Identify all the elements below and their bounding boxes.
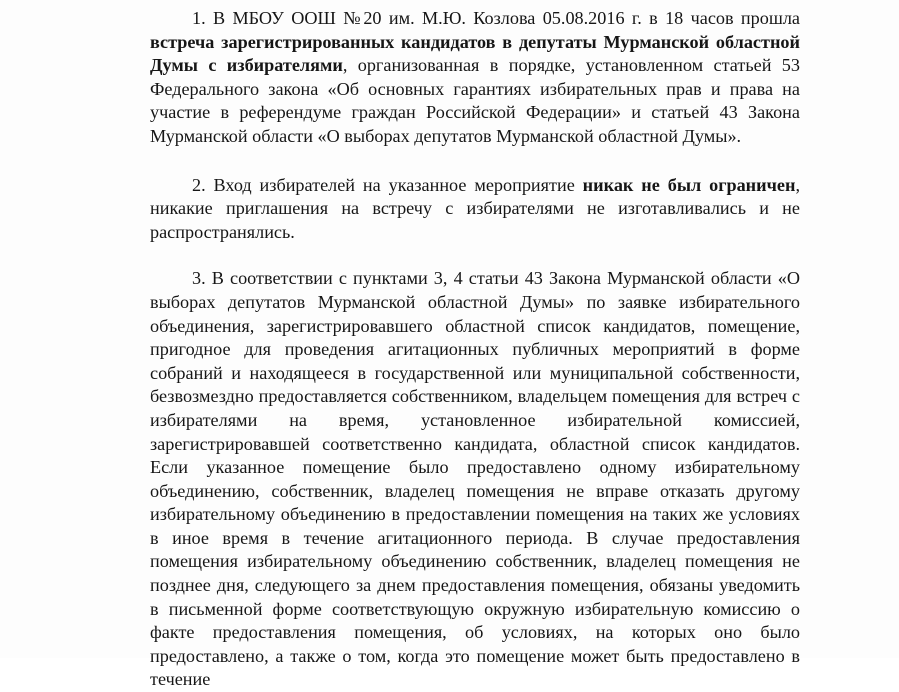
paragraph-3: 3. В соответствии с пунктами 3, 4 статьи 43 Закона Мурманской области «О выборах депутатов Мурманской областной Думы» по заявке избирательного объединения, зарегистрировавшего областной список кандидатов, помещение, пригодное для проведения агитационных публичных мероприятий в форме собраний и находящееся в государственной или муниципальной собственности, безвозмездно предоставляется собственником, владельцем помещения для встреч с избирателями на время, установленное избирательной комиссией, зарегистрировавшей соответственно кандидата, областной список кандидатов. Если указанное помещение было предоставлено одному избирательному объединению, собственник, владелец помещения не вправе отказать другому избирательному объединению в предоставлении помещения на таких же условиях в иное время в течение агитационного периода. В случае предоставления помещения избирательному объединению собственник, владелец помещения не позднее дня, следующего за днем предоставления помещения, обязаны уведомить в письменной форме соответствующую окружную избирательную комиссию о факте предоставления помещения, об условиях, на которых оно было предоставлено, а также о том, когда это помещение может быть предоставлено в течение (150, 268, 800, 690)
paragraph-1-text-end: , организованная в порядке, установленном статьей 53 Федерального закона «Об основных гарантиях избирательных прав и права на участие в референдуме граждан Российской Федерации» и статьей 43 Закона Мурманской области «О выборах депутатов Мурманской областной Думы». (150, 55, 800, 146)
paragraph-2-text-end: , никакие приглашения на встречу с избирателями не изготавливались и не распространялись. (150, 174, 800, 242)
document-body (150, 7, 800, 692)
paragraph-2-bold-text: никак не был ограничен (582, 174, 796, 195)
paragraph-2-text-start: 2. Вход избирателей на указанное мероприятие (192, 174, 583, 195)
paragraph-2 (150, 174, 800, 245)
paragraph-1 (150, 7, 800, 149)
paragraph-1-text-start: 1. В МБОУ ООШ №20 им. М.Ю. Козлова 05.08.2016 г. в 18 часов прошла (192, 8, 800, 28)
paragraph-1-bold-text: встреча зарегистрированных кандидатов в депутаты Мурманской областной Думы с избирателями (150, 31, 800, 76)
